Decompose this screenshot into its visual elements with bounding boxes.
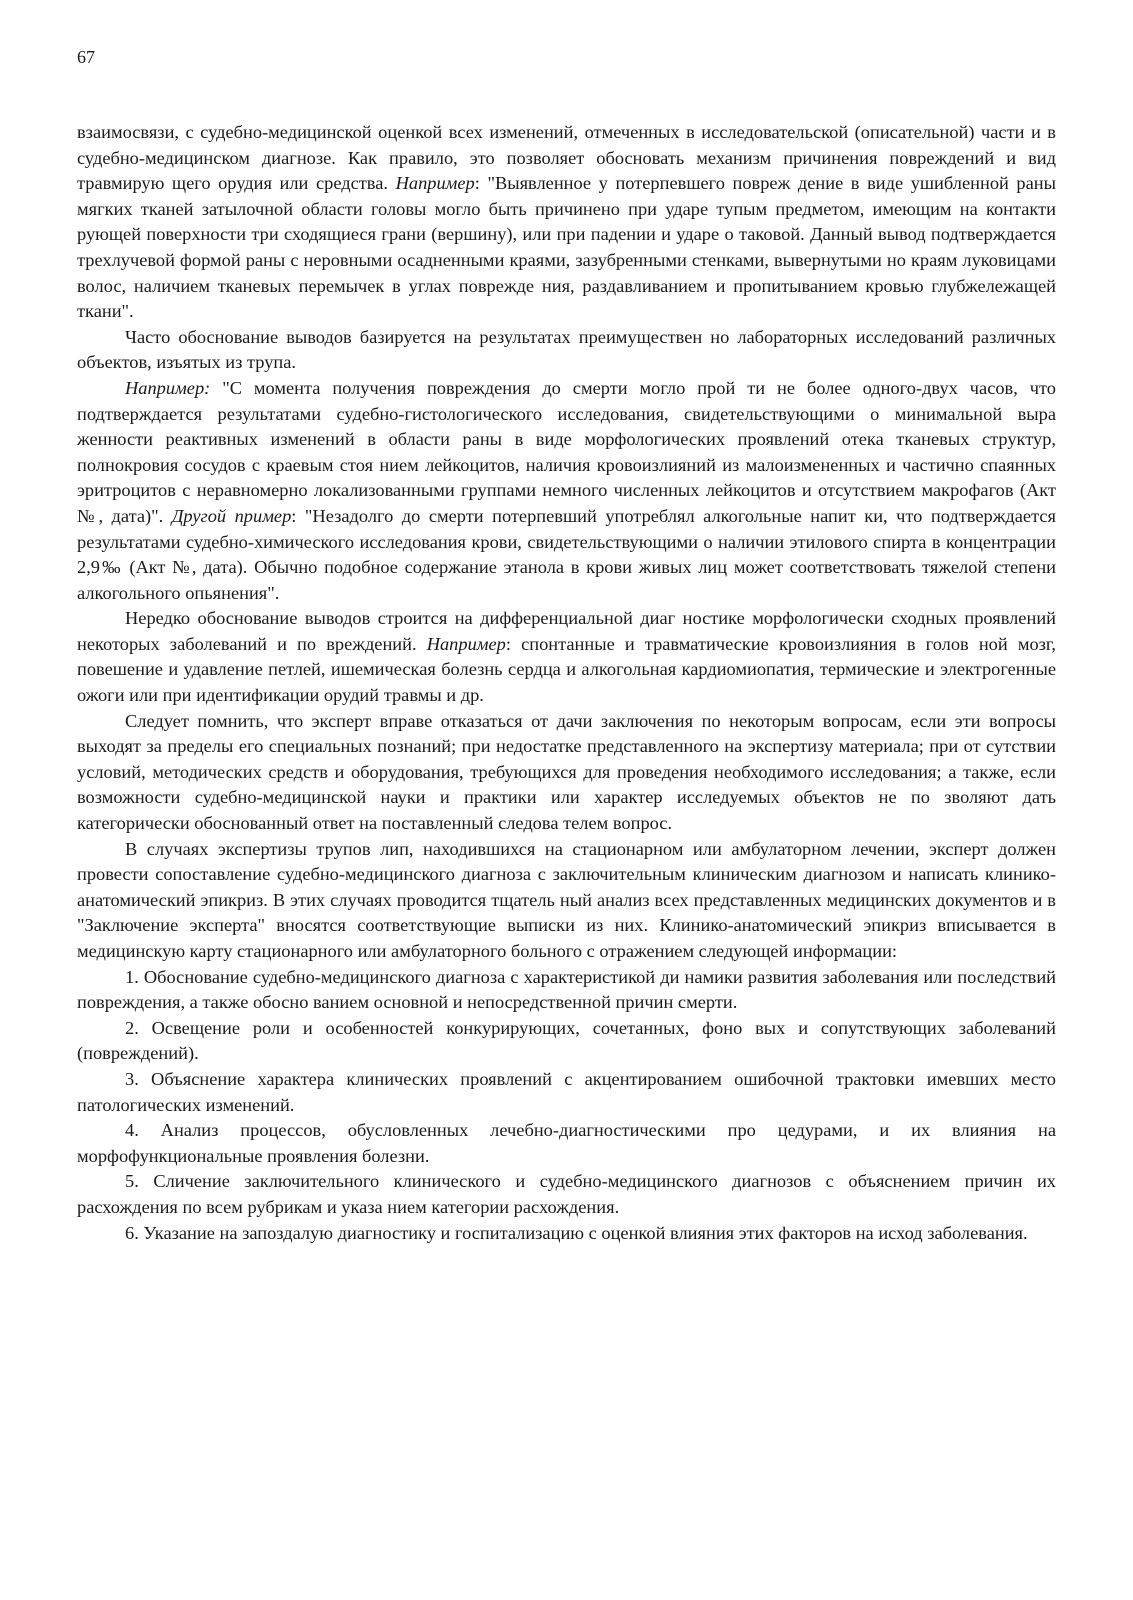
paragraph-4-example-label: Например: [426, 633, 506, 654]
paragraph-1-text-b: : "Выявленное у потерпевшего повреж дение в виде ушибленной раны мягких тканей затылочной области головы могло быть причинено при ударе тупым предметом, имеющим на контакти рующей поверхности три сходящиеся грани (вершину), или при падении и ударе о таковой. Данный вывод подтверждается трехлучевой формой раны с неровными осадненными краями, зазубренными стенками, вывернутыми но краям луковицами волос, наличием тканевых перемычек в углах поврежде ния, раздавливанием и пропитыванием кровью глубжележащей ткани".: [77, 173, 1056, 322]
document-body: [77, 120, 1056, 1246]
paragraph-3-other-example-label: Другой пример: [171, 505, 292, 526]
list-item: 3. Объяснение характера клинических проявлений с акцентированием ошибочной трактовки имевших место патологических изменений.: [77, 1068, 1056, 1115]
paragraph-4-text-b: : спонтанные и травматические кровоизлияния в голов ной мозг, повешение и удавление петлей, ишемическая болезнь сердца и алкогольная кардиомиопатия, термические и электрогенные ожоги или при идентификации орудий травмы и др.: [77, 633, 1056, 706]
list-item: 1. Обоснование судебно-медицинского диагноза с характеристикой ди намики развития заболевания или последствий повреждения, а также обосно ванием основной и непосредственной причин смерти.: [77, 966, 1056, 1013]
page-number: 67: [77, 47, 95, 67]
list-item: 5. Сличение заключительного клинического и судебно-медицинского диагнозов с объяснением причин их расхождения по всем рубрикам и указа нием категории расхождения.: [77, 1171, 1056, 1217]
paragraph-3-example-label: Например:: [125, 377, 211, 398]
paragraph-1-example-label: Например: [395, 173, 475, 194]
paragraph-3-text-a: "С момента получения повреждения до смерти могло прой ти не более одного-двух часов, что подтверждается результатами судебно-гистологического исследования, свидетельствующими о минимальной выра женности реактивных изменений в области раны в виде морфологических проявлений отека тканевых структур, полнокровия сосудов с краевым стоя нием лейкоцитов, наличия кровоизлияний из малоизмененных и частично спаянных эритроцитов с неравномерно локализованными группами немного численных лейкоцитов и отсутствием макрофагов (Акт №, дата)".: [77, 377, 1056, 526]
list-item: 2. Освещение роли и особенностей конкурирующих, сочетанных, фоно вых и сопутствующих заболеваний (повреждений).: [77, 1017, 1056, 1064]
paragraph-4: [77, 606, 1056, 708]
paragraph-6: В случаях экспертизы трупов лип, находившихся на стационарном или амбулаторном лечении, эксперт должен провести сопоставление судебно-медицинского диагноза с заключительным клиническим диагнозом и написать клинико-анатомический эпикриз. В этих случаях проводится тщатель ный анализ всех представленных медицинских документов и в "Заключение эксперта" вносятся соответствующие выписки из них. Клинико-анатомический эпикриз вписывается в медицинскую карту стационарного или амбулаторного больного с отражением следующей информации:: [77, 838, 1056, 961]
paragraph-5: Следует помнить, что эксперт вправе отказаться от дачи заключения по некоторым вопросам, если эти вопросы выходят за пределы его специальных познаний; при недостатке представленного на экспертизу материала; при от сутствии условий, методических средств и оборудования, требующихся для проведения необходимого исследования; а также, если возможности судебно-медицинской науки и практики или характер исследуемых объектов не по зволяют дать категорически обоснованный ответ на поставленный следова телем вопрос.: [77, 710, 1056, 834]
paragraph-3-text-b: : "Незадолго до смерти потерпевший употреблял алкогольные напит ки, что подтверждается результатами судебно-химического исследования крови, свидетельствующими о наличии этилового спирта в концентрации 2,9‰ (Акт №, дата). Обычно подобное содержание этанола в крови живых лиц может соответствовать тяжелой степени алкогольного опьянения".: [77, 505, 1056, 603]
paragraph-1-text-a: взаимосвязи, с судебно-медицинской оценкой всех изменений, отмеченных в исследовательской (описательной) части и в судебно-медицинском диагнозе. Как правило, это позволяет обосновать механизм причинения повреждений и вид травмирую щего орудия или средства.: [77, 122, 1056, 194]
list-item: 4. Анализ процессов, обусловленных лечебно-диагностическими про цедурами, и их влияния на морфофункциональные проявления болезни.: [77, 1120, 1056, 1166]
paragraph-1: [77, 120, 1056, 325]
paragraph-4-text-a: Нередко обоснование выводов строится на дифференциальной диаг ностике морфологически сходных проявлений некоторых заболеваний и по вреждений.: [77, 608, 1056, 654]
list-item: 6. Указание на запоздалую диагностику и госпитализацию с оценкой влияния этих факторов на исход заболевания.: [125, 1222, 1028, 1243]
paragraph-2: Часто обоснование выводов базируется на результатах преимуществен но лабораторных исследований различных объектов, изъятых из трупа.: [77, 326, 1056, 373]
paragraph-3: [77, 376, 1056, 606]
